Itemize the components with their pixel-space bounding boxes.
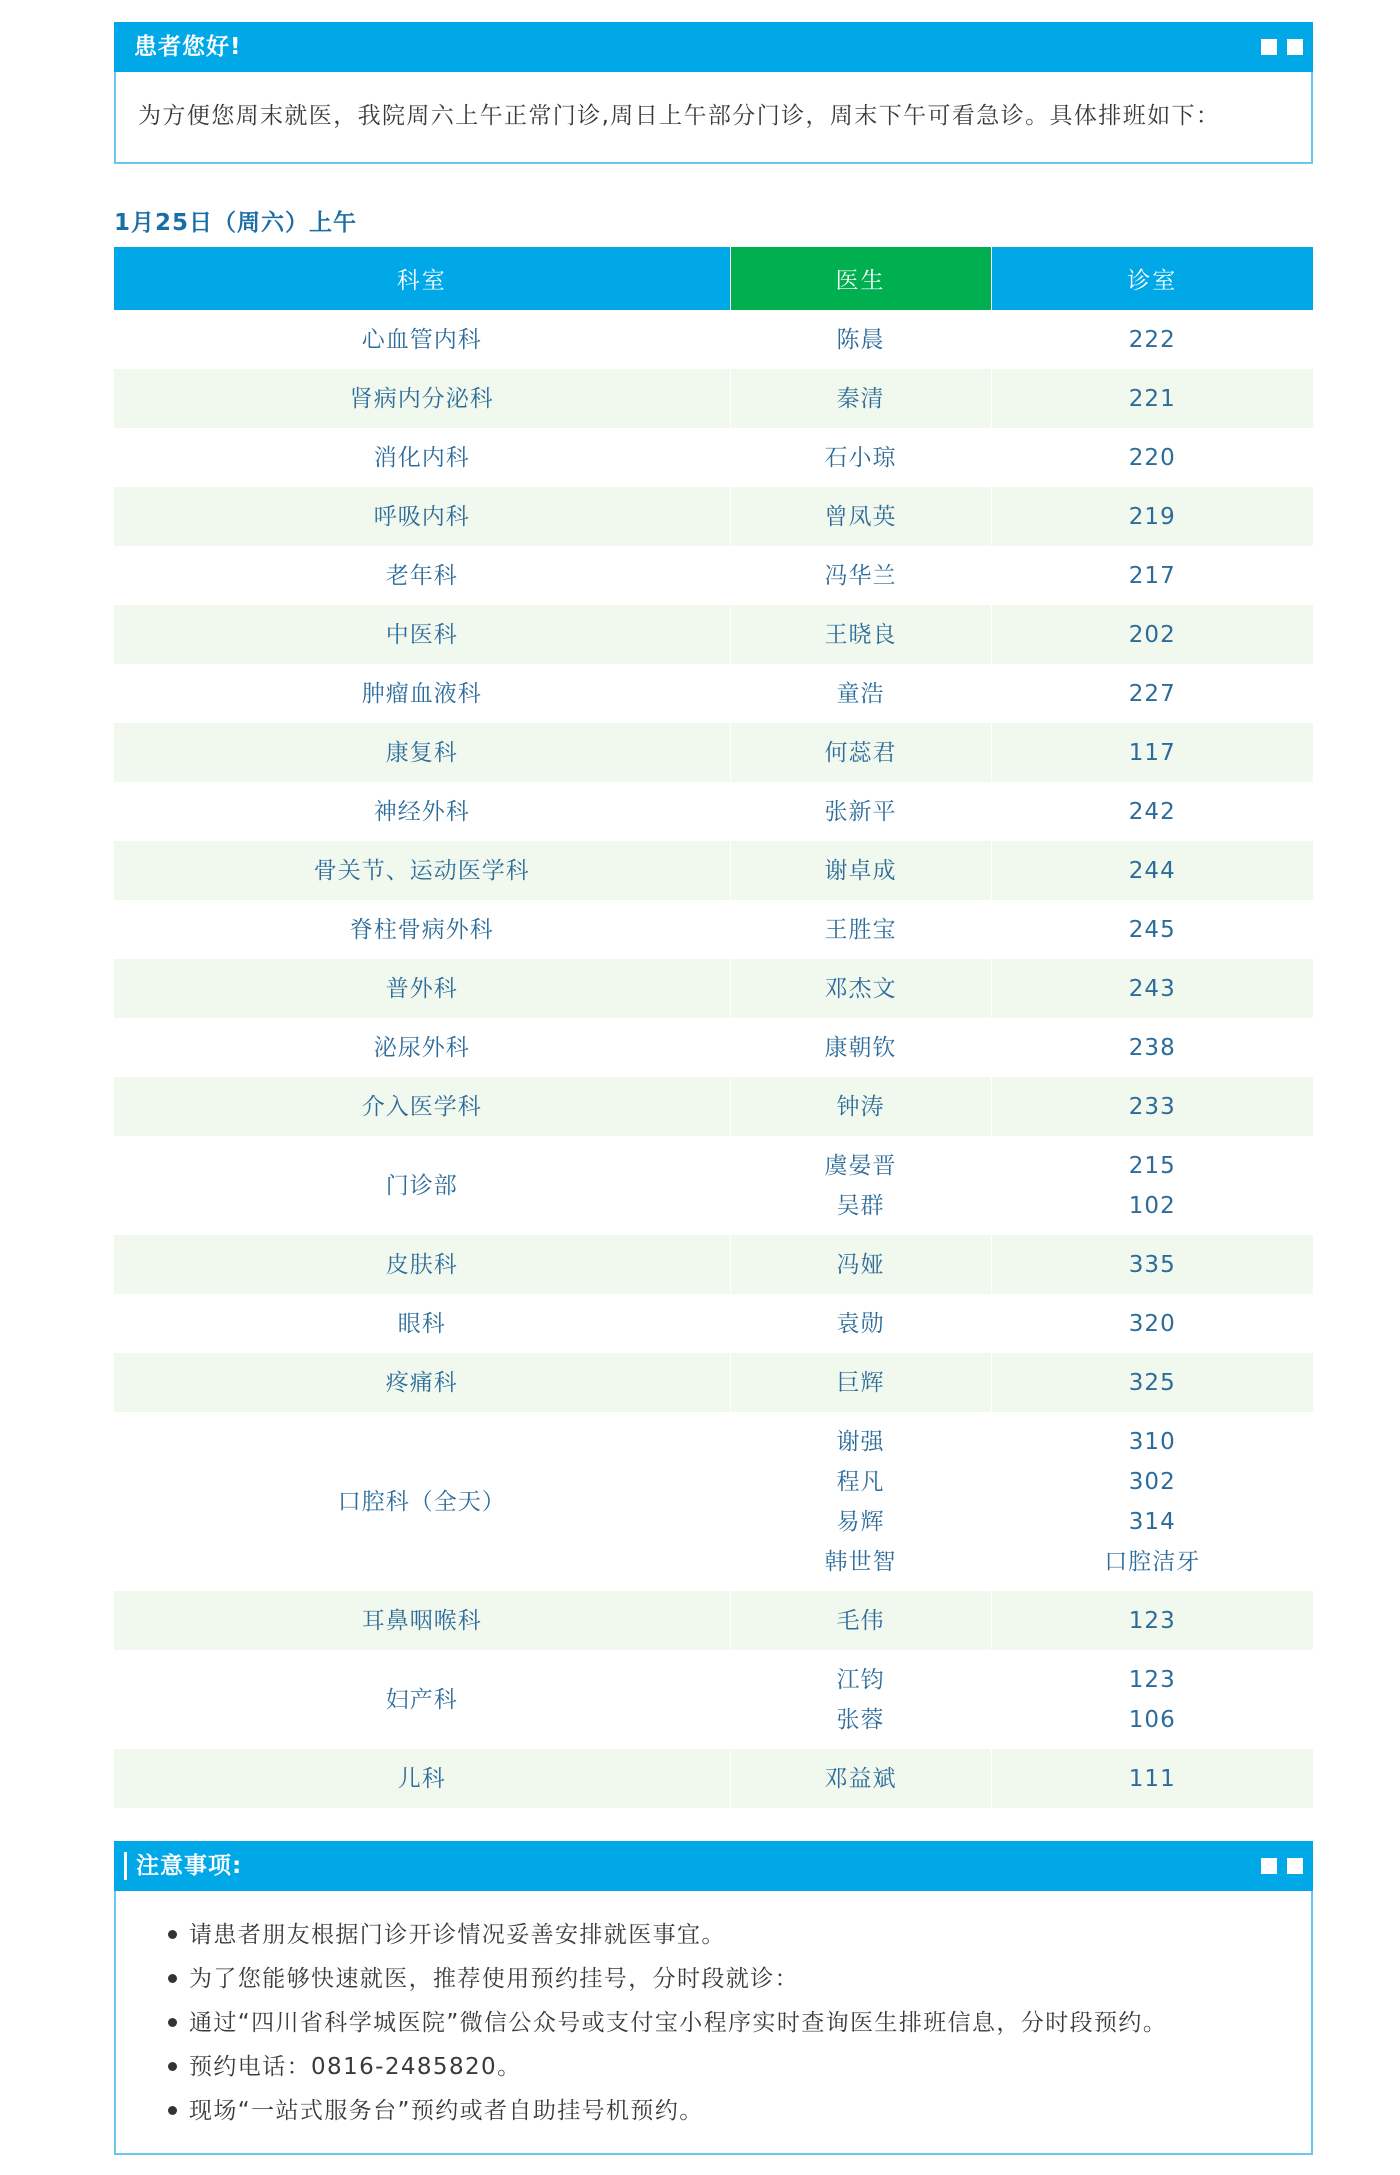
- room-number: 233: [1128, 1093, 1176, 1120]
- room-number: 238: [1128, 1034, 1176, 1061]
- dept-cell: 普外科: [114, 959, 730, 1018]
- doctor-name: 程凡: [836, 1468, 885, 1495]
- notice-item: [116, 2089, 1311, 2133]
- room-number: 102: [1128, 1192, 1176, 1219]
- dept-cell: 脊柱骨病外科: [114, 900, 730, 959]
- room-cell: [991, 841, 1313, 900]
- table-row: [114, 900, 1313, 959]
- doctor-name: 江钧: [836, 1666, 885, 1693]
- dept-cell: 呼吸内科: [114, 487, 730, 546]
- room-number: 123: [1128, 1607, 1176, 1634]
- doctor-name: 曾凤英: [824, 503, 897, 530]
- doctor-name: 王胜宝: [824, 916, 897, 943]
- room-number: 202: [1128, 621, 1176, 648]
- table-row: [114, 487, 1313, 546]
- dept-cell: 皮肤科: [114, 1235, 730, 1294]
- doctor-name: 石小琼: [824, 444, 897, 471]
- table-row: [114, 605, 1313, 664]
- room-cell: [991, 1749, 1313, 1808]
- notice-body: [114, 1891, 1313, 2155]
- greeting-header: [114, 22, 1313, 72]
- dept-cell: 疼痛科: [114, 1353, 730, 1412]
- room-cell: [991, 1077, 1313, 1136]
- room-cell: [991, 1353, 1313, 1412]
- table-row: [114, 310, 1313, 369]
- table-row: [114, 664, 1313, 723]
- header-decoration: [1251, 39, 1303, 55]
- doctor-cell: [730, 1353, 991, 1412]
- doctor-name: 冯娅: [836, 1251, 885, 1278]
- bullet-icon: [168, 2062, 177, 2071]
- room-number: 302: [1128, 1468, 1176, 1495]
- column-header-doctor: 医生: [730, 247, 991, 310]
- dept-cell: 消化内科: [114, 428, 730, 487]
- room-number: 314: [1128, 1508, 1176, 1535]
- table-row: [114, 959, 1313, 1018]
- dept-cell: 神经外科: [114, 782, 730, 841]
- doctor-cell: [730, 310, 991, 369]
- doctor-name: 袁勋: [836, 1310, 885, 1337]
- room-number: 220: [1128, 444, 1176, 471]
- table-row: [114, 1136, 1313, 1235]
- notice-item: [116, 2045, 1311, 2089]
- dept-cell: 妇产科: [114, 1650, 730, 1749]
- room-cell: [991, 310, 1313, 369]
- room-number: 111: [1128, 1765, 1176, 1792]
- doctor-name: 易辉: [836, 1508, 885, 1535]
- room-number: 217: [1128, 562, 1176, 589]
- doctor-name: 谢卓成: [824, 857, 897, 884]
- room-number: 243: [1128, 975, 1176, 1002]
- table-row: [114, 1294, 1313, 1353]
- table-row: [114, 841, 1313, 900]
- doctor-name: 康朝钦: [824, 1034, 897, 1061]
- table-row: [114, 428, 1313, 487]
- doctor-name: 巨辉: [836, 1369, 885, 1396]
- table-row: [114, 1749, 1313, 1808]
- notice-item: [116, 1957, 1311, 2001]
- doctor-cell: [730, 1235, 991, 1294]
- room-number: 227: [1128, 680, 1176, 707]
- notice-header: [114, 1841, 1313, 1891]
- room-number: 219: [1128, 503, 1176, 530]
- doctor-cell: [730, 1018, 991, 1077]
- square-icon: [1287, 39, 1303, 55]
- dept-cell: 耳鼻咽喉科: [114, 1591, 730, 1650]
- table-row: [114, 369, 1313, 428]
- table-row: [114, 1077, 1313, 1136]
- doctor-name: 王晓良: [824, 621, 897, 648]
- doctor-cell: [730, 1650, 991, 1749]
- bullet-icon: [168, 2018, 177, 2027]
- dept-cell: 眼科: [114, 1294, 730, 1353]
- room-cell: [991, 1591, 1313, 1650]
- room-cell: [991, 1412, 1313, 1591]
- column-header-room: 诊室: [991, 247, 1313, 310]
- room-number: 242: [1128, 798, 1176, 825]
- table-row: [114, 546, 1313, 605]
- square-icon: [1261, 1858, 1277, 1874]
- greeting-box: [114, 22, 1313, 164]
- doctor-name: 韩世智: [824, 1548, 897, 1575]
- room-cell: [991, 428, 1313, 487]
- doctor-cell: [730, 959, 991, 1018]
- room-cell: [991, 1018, 1313, 1077]
- room-cell: [991, 1294, 1313, 1353]
- dept-cell: 老年科: [114, 546, 730, 605]
- doctor-cell: [730, 428, 991, 487]
- table-row: [114, 782, 1313, 841]
- doctor-name: 冯华兰: [824, 562, 897, 589]
- greeting-body: [114, 72, 1313, 164]
- doctor-name: 虞晏晋: [824, 1152, 897, 1179]
- room-number: 123: [1128, 1666, 1176, 1693]
- table-row: [114, 723, 1313, 782]
- room-cell: [991, 1235, 1313, 1294]
- room-number: 口腔洁牙: [1104, 1548, 1201, 1575]
- doctor-cell: [730, 1294, 991, 1353]
- square-icon: [1261, 39, 1277, 55]
- doctor-name: 邓杰文: [824, 975, 897, 1002]
- notice-item-text: 为了您能够快速就医，推荐使用预约挂号，分时段就诊：: [189, 1966, 799, 1992]
- schedule-date-label: 1月25日（周六）上午: [114, 210, 358, 236]
- room-cell: [991, 487, 1313, 546]
- dept-cell: 儿科: [114, 1749, 730, 1808]
- room-number: 222: [1128, 326, 1176, 353]
- notice-title: 注意事项:: [136, 1853, 243, 1879]
- room-cell: [991, 546, 1313, 605]
- doctor-name: 吴群: [836, 1192, 885, 1219]
- doctor-cell: [730, 664, 991, 723]
- room-number: 221: [1128, 385, 1176, 412]
- dept-cell: 门诊部: [114, 1136, 730, 1235]
- square-icon: [1287, 1858, 1303, 1874]
- room-cell: [991, 664, 1313, 723]
- doctor-cell: [730, 605, 991, 664]
- table-body: [114, 310, 1313, 1808]
- doctor-name: 秦清: [836, 385, 885, 412]
- doctor-name: 谢强: [836, 1428, 885, 1455]
- doctor-cell: [730, 1749, 991, 1808]
- bullet-icon: [168, 1974, 177, 1983]
- dept-cell: 介入医学科: [114, 1077, 730, 1136]
- dept-cell: 肾病内分泌科: [114, 369, 730, 428]
- doctor-cell: [730, 1077, 991, 1136]
- dept-cell: 口腔科（全天）: [114, 1412, 730, 1591]
- doctor-name: 何蕊君: [824, 739, 897, 766]
- table-row: [114, 1018, 1313, 1077]
- doctor-name: 张蓉: [836, 1706, 885, 1733]
- title-bar-icon: [124, 1852, 127, 1880]
- notice-item: [116, 1913, 1311, 1957]
- dept-cell: 康复科: [114, 723, 730, 782]
- table-row: [114, 1650, 1313, 1749]
- doctor-name: 张新平: [824, 798, 897, 825]
- greeting-text: 为方便您周末就医，我院周六上午正常门诊,周日上午部分门诊，周末下午可看急诊。具体排班如下：: [138, 103, 1221, 129]
- header-decoration: [1251, 1858, 1303, 1874]
- room-number: 245: [1128, 916, 1176, 943]
- bullet-icon: [168, 1930, 177, 1939]
- doctor-name: 毛伟: [836, 1607, 885, 1634]
- notice-item: [116, 2001, 1311, 2045]
- room-number: 335: [1128, 1251, 1176, 1278]
- dept-cell: 心血管内科: [114, 310, 730, 369]
- table-row: [114, 1235, 1313, 1294]
- notice-item-text: 通过“四川省科学城医院”微信公众号或支付宝小程序实时查询医生排班信息，分时段预约。: [189, 2010, 1168, 2036]
- notice-item-text: 现场“一站式服务台”预约或者自助挂号机预约。: [189, 2098, 704, 2124]
- doctor-cell: [730, 487, 991, 546]
- room-number: 320: [1128, 1310, 1176, 1337]
- schedule-table: [114, 247, 1313, 1808]
- room-cell: [991, 369, 1313, 428]
- table-row: [114, 1412, 1313, 1591]
- room-cell: [991, 605, 1313, 664]
- doctor-cell: [730, 546, 991, 605]
- doctor-name: 钟涛: [836, 1093, 885, 1120]
- room-number: 106: [1128, 1706, 1176, 1733]
- doctor-cell: [730, 723, 991, 782]
- table-row: [114, 1353, 1313, 1412]
- doctor-cell: [730, 1136, 991, 1235]
- notice-list: [116, 1913, 1311, 2133]
- notice-item-text: 请患者朋友根据门诊开诊情况妥善安排就医事宜。: [189, 1922, 726, 1948]
- room-cell: [991, 1136, 1313, 1235]
- table-row: [114, 1591, 1313, 1650]
- doctor-name: 邓益斌: [824, 1765, 897, 1792]
- room-number: 117: [1128, 739, 1176, 766]
- doctor-cell: [730, 900, 991, 959]
- room-number: 325: [1128, 1369, 1176, 1396]
- room-number: 215: [1128, 1152, 1176, 1179]
- room-number: 244: [1128, 857, 1176, 884]
- doctor-name: 童浩: [836, 680, 885, 707]
- doctor-cell: [730, 1591, 991, 1650]
- dept-cell: 中医科: [114, 605, 730, 664]
- dept-cell: 肿瘤血液科: [114, 664, 730, 723]
- room-cell: [991, 900, 1313, 959]
- doctor-cell: [730, 841, 991, 900]
- doctor-cell: [730, 782, 991, 841]
- notice-box: [114, 1841, 1313, 2155]
- doctor-cell: [730, 369, 991, 428]
- table-header-row: [114, 247, 1313, 310]
- doctor-name: 陈晨: [836, 326, 885, 353]
- bullet-icon: [168, 2106, 177, 2115]
- room-number: 310: [1128, 1428, 1176, 1455]
- room-cell: [991, 723, 1313, 782]
- room-cell: [991, 959, 1313, 1018]
- column-header-dept: 科室: [114, 247, 730, 310]
- notice-item-text: 预约电话：0816-2485820。: [189, 2054, 522, 2080]
- room-cell: [991, 1650, 1313, 1749]
- room-cell: [991, 782, 1313, 841]
- doctor-cell: [730, 1412, 991, 1591]
- dept-cell: 泌尿外科: [114, 1018, 730, 1077]
- greeting-title: 患者您好!: [134, 34, 242, 60]
- dept-cell: 骨关节、运动医学科: [114, 841, 730, 900]
